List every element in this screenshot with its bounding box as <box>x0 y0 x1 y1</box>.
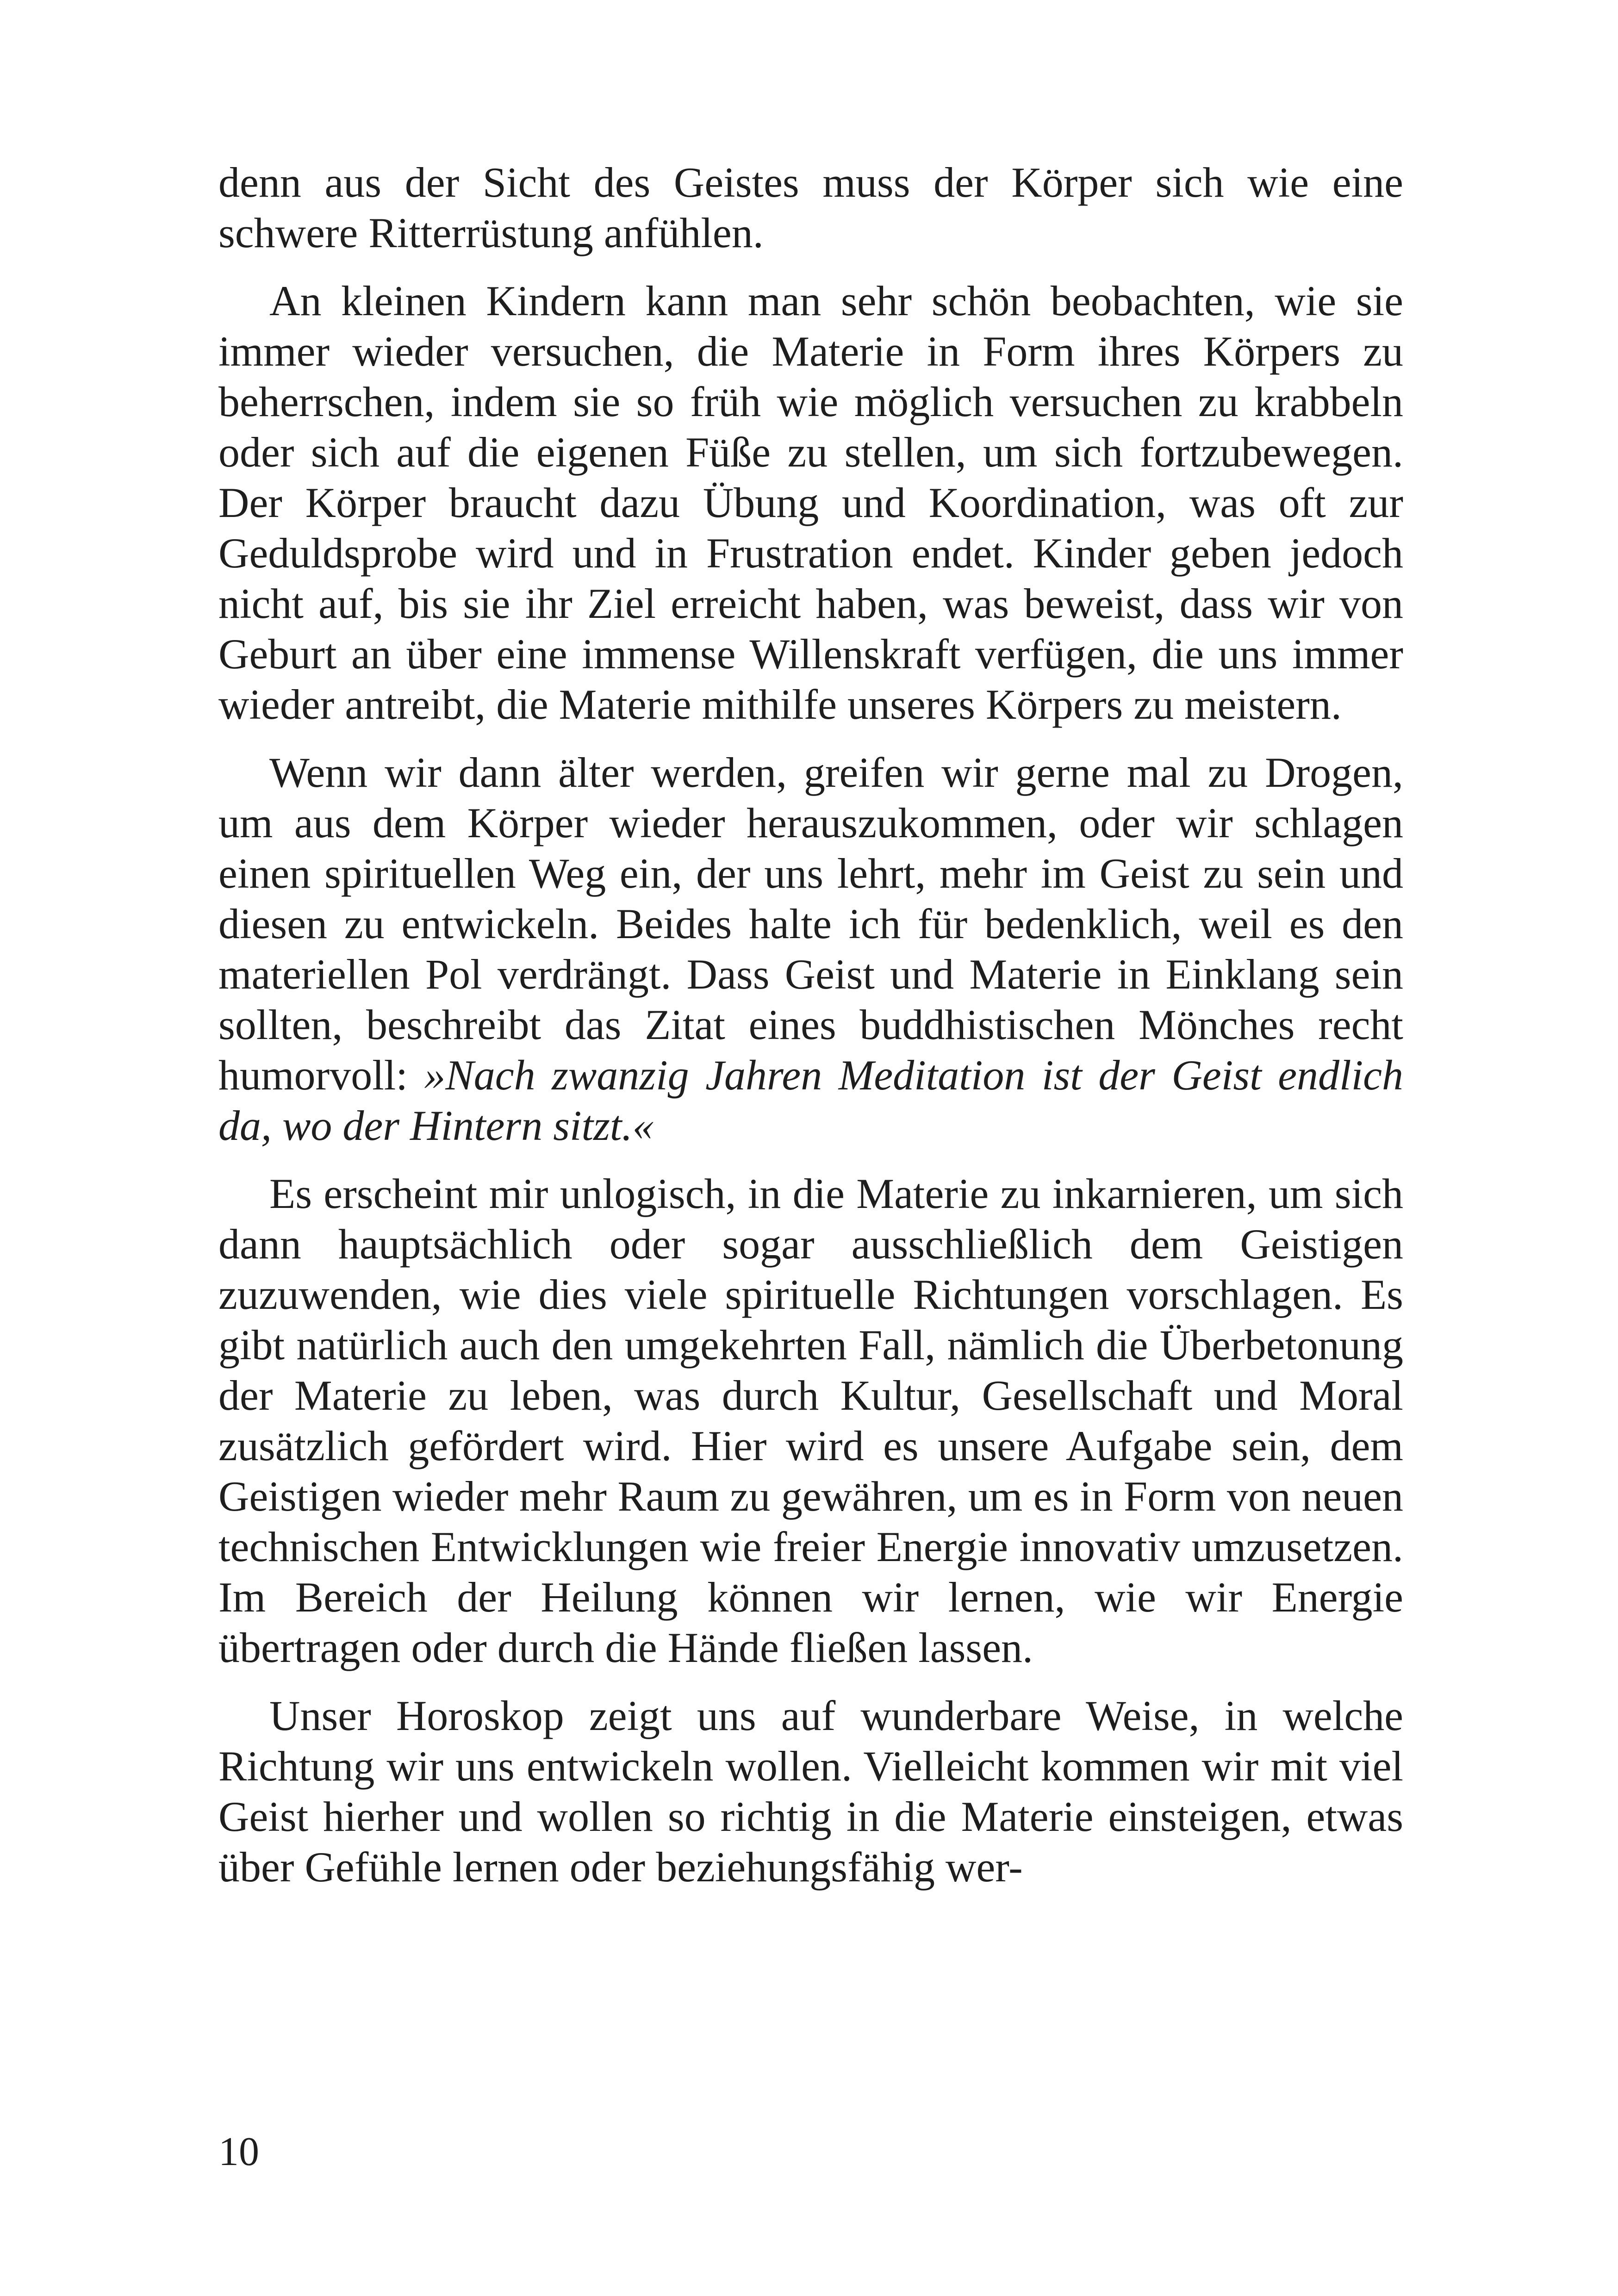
page-number: 10 <box>218 2129 259 2174</box>
paragraph-1: denn aus der Sicht des Geistes muss der Körper sich wie eine schwere Ritterrüstung anfühlen. <box>218 159 1403 256</box>
paragraph-3-text: Wenn wir dann älter werden, greifen wir gerne mal zu Drogen, um aus dem Körper wieder herauszukommen, oder wir schlagen einen spirituellen Weg ein, der uns lehrt, mehr im Geist zu sein und diesen zu entwickeln. Beides halte ich für bedenklich, weil es den materiellen Pol verdrängt. Dass Geist und Materie in Einklang sein sollten, beschreibt das Zitat eines buddhistischen Mönches recht humorvoll: <box>218 749 1403 1099</box>
monk-quote: »Nach zwanzig Jahren Meditation ist der Geist endlich da, wo der Hintern sitzt.« <box>218 1052 1403 1149</box>
paragraph-4: Es erscheint mir unlogisch, in die Materie zu inkarnieren, um sich dann hauptsächlich oder sogar ausschließlich dem Geistigen zuzuwenden, wie dies viele spirituelle Richtungen vorschlagen. Es gibt natürlich auch den umgekehrten Fall, nämlich die Überbetonung der Materie zu leben, was durch Kultur, Gesellschaft und Moral zusätzlich gefördert wird. Hier wird es unsere Aufgabe sein, dem Geistigen wieder mehr Raum zu gewähren, um es in Form von neuen technischen Entwicklungen wie freier Energie innovativ umzusetzen. Im Bereich der Heilung können wir lernen, wie wir Energie übertragen oder durch die Hände fließen lassen. <box>218 1170 1403 1671</box>
paragraph-5: Unser Horoskop zeigt uns auf wunderbare Weise, in welche Richtung wir uns entwickeln wollen. Vielleicht kommen wir mit viel Geist hierher und wollen so richtig in die Materie einsteigen, etwas über Gefühle lernen oder beziehungsfähig wer- <box>218 1692 1403 1891</box>
body-text <box>218 157 1403 1910</box>
paragraph-2: An kleinen Kindern kann man sehr schön beobachten, wie sie immer wieder versuchen, die Materie in Form ihres Körpers zu beherrschen, indem sie so früh wie möglich versuchen zu krabbeln oder sich auf die eigenen Füße zu stellen, um sich fortzubewegen. Der Körper braucht dazu Übung und Koordination, was oft zur Geduldsprobe wird und in Frustration endet. Kinder geben jedoch nicht auf, bis sie ihr Ziel erreicht haben, was beweist, dass wir von Geburt an über eine immense Willenskraft verfügen, die uns immer wieder antreibt, die Materie mithilfe unseres Körpers zu meistern. <box>218 277 1403 728</box>
paragraph-3 <box>218 747 1403 1151</box>
